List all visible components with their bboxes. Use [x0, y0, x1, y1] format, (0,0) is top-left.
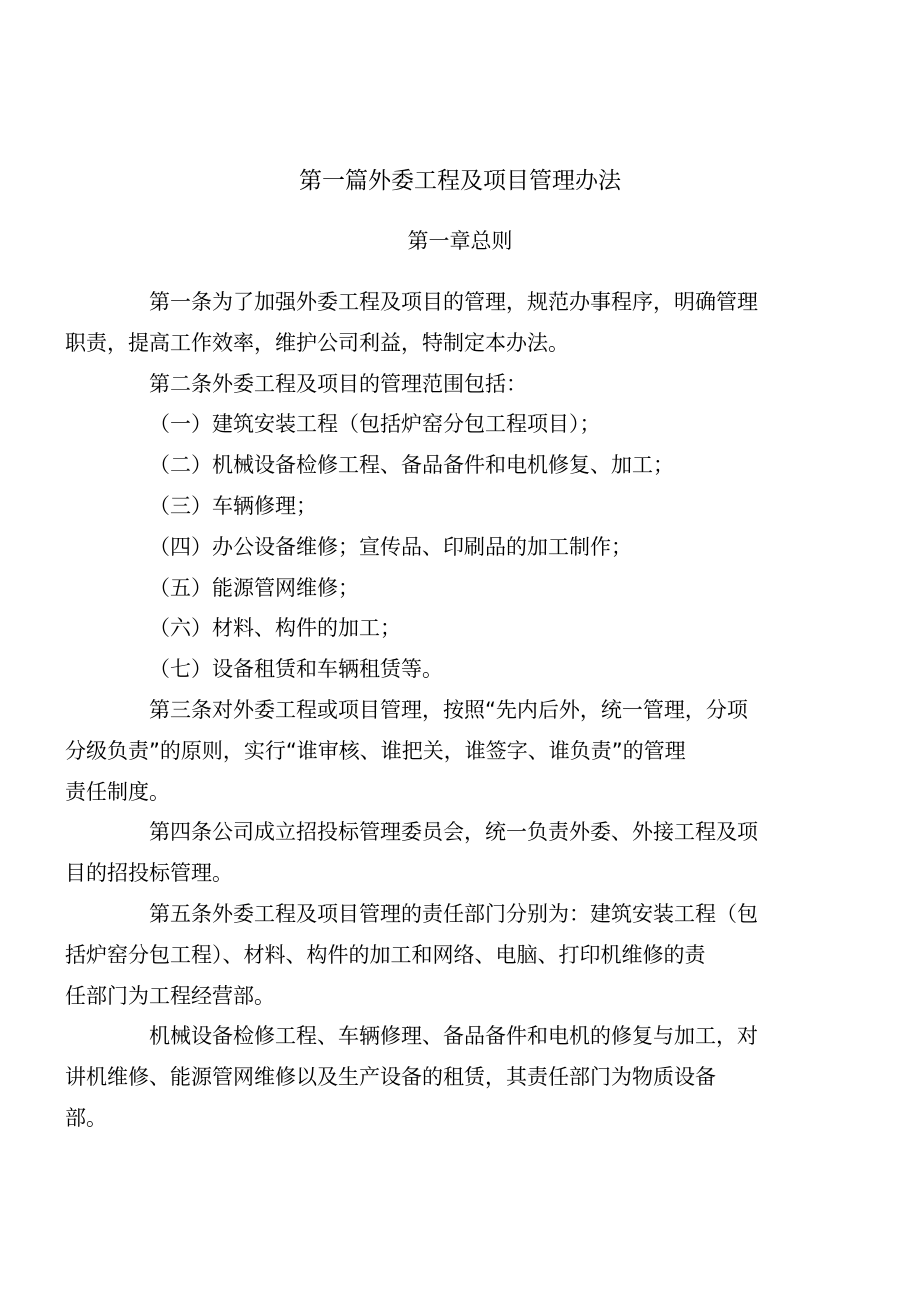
article-3-line: 第三条对外委工程或项目管理，按照“先内后外，统一管理，分项	[149, 697, 748, 722]
document-title: 第一篇外委工程及项目管理办法	[299, 168, 621, 194]
article-2-item: （三）车辆修理；	[149, 493, 317, 518]
article-2-item: （一）建筑安装工程（包括炉窑分包工程项目）；	[149, 412, 601, 437]
article-5-continuation-line: 部。	[65, 1105, 107, 1130]
article-3-line: 分级负责”的原则，实行“谁审核、谁把关，谁签字、谁负责”的管理	[65, 738, 686, 763]
article-1	[65, 282, 807, 364]
article-4-line: 第四条公司成立招投标管理委员会，统一负责外委、外接工程及项	[149, 820, 758, 845]
article-2-item: （五）能源管网维修；	[149, 575, 359, 600]
article-5-continuation-line: 机械设备检修工程、车辆修理、备品备件和电机的修复与加工，对	[149, 1024, 758, 1049]
article-2-item: （四）办公设备维修；宣传品、印刷品的加工制作；	[149, 534, 632, 559]
article-4	[65, 812, 807, 894]
article-1-line: 职责，提高工作效率，维护公司利益，特制定本办法。	[65, 330, 569, 355]
article-3	[65, 690, 807, 812]
article-5-continuation-line: 讲机维修、能源管网维修以及生产设备的租赁，其责任部门为物质设备	[65, 1065, 716, 1090]
article-5	[65, 894, 807, 1016]
article-2-item: （二）机械设备检修工程、备品备件和电机修复、加工；	[149, 453, 674, 478]
article-2-item: （六）材料、构件的加工；	[149, 616, 401, 641]
document-body	[65, 282, 807, 1139]
article-5-continuation	[65, 1016, 807, 1138]
chapter-heading: 第一章总则	[407, 229, 513, 253]
article-4-line: 目的招投标管理。	[65, 861, 233, 886]
article-5-line: 任部门为工程经营部。	[65, 983, 275, 1008]
article-2-intro: 第二条外委工程及项目的管理范围包括：	[149, 371, 527, 396]
article-3-line: 责任制度。	[65, 779, 170, 804]
article-5-line: 括炉窑分包工程）、材料、构件的加工和网络、电脑、打印机维修的责	[65, 942, 706, 967]
article-2-item: （七）设备租赁和车辆租赁等。	[149, 657, 443, 682]
article-5-line: 第五条外委工程及项目管理的责任部门分别为：建筑安装工程（包	[149, 901, 758, 926]
article-1-line: 第一条为了加强外委工程及项目的管理，规范办事程序，明确管理	[149, 290, 758, 314]
